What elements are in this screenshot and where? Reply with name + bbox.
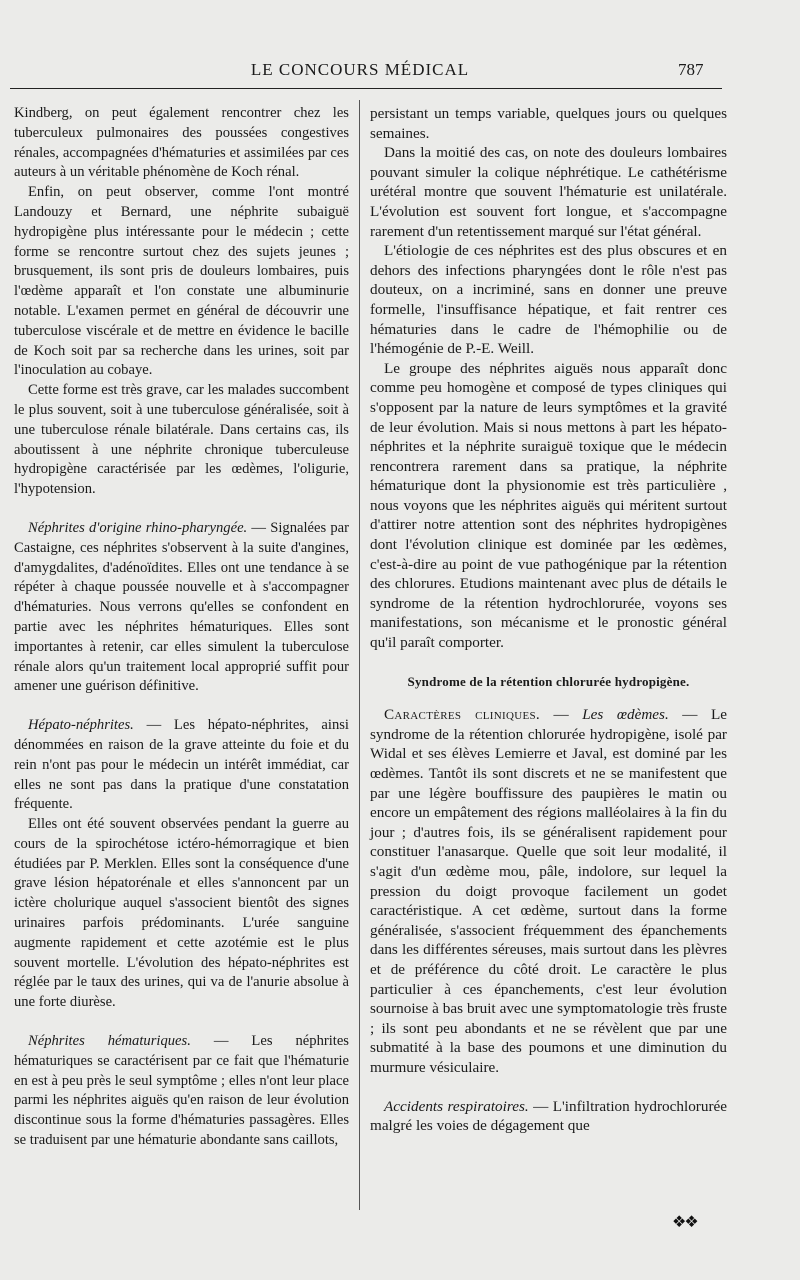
- accidents-respiratoires-text: — L'infiltration hydrochlorurée malgré les voies de dégagement que: [370, 1097, 727, 1135]
- right-paragraph-2: Dans la moitié des cas, on note des douleurs lombaires pouvant simuler la colique néphrétique. Le cathétérisme urétéral montre que souvent l'hématurie est unilatérale. L'évolution est souvent fort longue, et s'accompagne rarement d'un retentissement marqué sur l'état général.: [370, 144, 727, 240]
- hematuriques-paragraph: [14, 1032, 349, 1151]
- page-number: 787: [678, 60, 704, 79]
- left-column: [14, 104, 349, 1151]
- section-title: Syndrome de la rétention chlorurée hydropigène.: [407, 673, 690, 689]
- accidents-respiratoires-heading: Accidents respiratoires.: [384, 1097, 529, 1115]
- left-paragraph-2: Enfin, on peut observer, comme l'ont montré Landouzy et Bernard, une néphrite subaiguë hydropigène plus intéressante pour le médecin ; cette forme se rencontre surtout chez des sujets jeunes ; brusquement, ils sont pris de douleurs lombaires, puis l'œdème apparaît et l'on constate une albuminurie notable. L'examen permet en général de découvrir une tuberculose viscérale et de mettre en évidence le bacille de Koch soit par sa recherche dans les urines, soit par l'inoculation au cobaye.: [14, 184, 349, 379]
- rhino-pharyngee-text: — Signalées par Castaigne, ces néphrites s'observent à la suite d'angines, d'amygdalites, d'adénoïdites. Elles ont une tendance à se répéter à chaque poussée nouvelle et à s'accompagner d'hématuries. Nous verrons qu'elles se confondent en partie avec les néphrites hématuriques. Elles sont importantes à retenir, car elles simulent la tuberculose rénale alors qu'un traitement local approprié suffit pour amener une guérison définitive.: [14, 519, 350, 695]
- hepato-nephrites-heading: Hépato-néphrites.: [28, 717, 134, 734]
- rhino-pharyngee-heading: Néphrites d'origine rhino-pharyngée.: [28, 519, 248, 536]
- rhino-pharyngee-paragraph: [14, 519, 349, 697]
- caracteres-cliniques-heading: Caractères cliniques.: [384, 706, 540, 724]
- right-paragraph-4: Le groupe des néphrites aiguës nous apparaît donc comme peu homogène et composé de types cliniques qui s'opposent par la nature de leurs symptômes et la gravité de leur évolution. Mais si nous mettons à part les hépato-néphrites et la néphrite suraiguë toxique que le médecin rencontrera rarement dans sa pratique, la néphrite hématurique dont la physionomie est très particulière , nous voyons que les néphrites aiguës qui méritent surtout d'attirer notre attention sont des néphrites hydropigènes dont l'évolution clinique est dominée par les œdèmes, c'est-à-dire au point de vue pathogénique par la rétention des chlorures. Etudions maintenant avec plus de détails le syndrome de la rétention hydrochlorurée, voyons ses manifestations, son mécanisme et le pronostic général qu'il paraît comporter.: [370, 359, 727, 652]
- right-paragraph-3: L'étiologie de ces néphrites est des plus obscures et en dehors des infections pharyngées dont le rôle n'est pas douteux, on a incriminé, sans en donner une preuve formelle, l'insuffisance hépatique, et fait rentrer ces hématuries dans le cadre de l'hémophilie ou de l'hémogénie de P.-E. Weill.: [370, 242, 727, 358]
- left-paragraph-3: Cette forme est très grave, car les malades succombent le plus souvent, soit à une tuberculose généralisée, soit à une tuberculose rénale bilatérale. Dans certains cas, ils aboutissent à une néphrite chronique tuberculeuse hydropigène caractérisée par les œdèmes, l'oligurie, l'hypotension.: [14, 382, 349, 498]
- column-divider: [359, 100, 360, 1210]
- oedemes-text: Le syndrome de la rétention chlorurée hydropigène, isolé par Widal et ses élèves Lemierre et Javal, est dominé par les œdèmes. Tantôt ils sont discrets et ne se manifestent que par une légère bouffissure des paupières le matin ou encore un empâtement des régions malléolaires à la fin du jour ; d'autres fois, ils se généralisent rapidement pour constituer l'anasarque. Quelle que soit leur modalité, il s'agit d'un œdème mou, pâle, indolore, sur lequel la pression du doigt provoque facilement un godet caractéristique. A cet œdème, surtout dans la forme généralisée, s'associent fréquemment des épanchements dans les différentes séreuses, mais surtout dans les plèvres et de préférence du côté droit. Le caractère le plus particulier à ces épanchements, c'est leur évolution sournoise à bas bruit avec une symptomatologie très fruste ; ils sont peu abondants et ne se révèlent que par une submatité à la base des poumons et une diminution du murmure vésiculaire.: [370, 706, 728, 1076]
- header-rule: [10, 88, 722, 89]
- left-paragraph-1: Kindberg, on peut également rencontrer chez les tuberculeux pulmonaires des poussées congestives rénales, accompagnées d'hématuries et assimilées par ces auteurs à un véritable phénomène de Koch rénal.: [14, 105, 349, 181]
- oedemes-subheading: Les œdèmes.: [582, 706, 669, 724]
- continuation-ornament-icon: ❖❖: [672, 1212, 697, 1231]
- right-column: [370, 104, 727, 1136]
- journal-title: LE CONCOURS MÉDICAL: [250, 60, 470, 79]
- accidents-respiratoires-paragraph: [370, 1097, 727, 1136]
- right-paragraph-1: persistant un temps variable, quelques jours ou quelques semaines.: [370, 105, 727, 142]
- page-header: [0, 58, 800, 86]
- hepato-nephrites-paragraph: [14, 716, 349, 815]
- caracteres-cliniques-paragraph: Caractères cliniques. — Les œdèmes. — Le syndrome de la rétention chlorurée hydropigène, isolé par Widal et ses élèves Lemierre et Javal, est dominé par les œdèmes. Tantôt ils sont discrets et ne se manifestent que par une légère bouffissure des paupières le matin ou encore un empâtement des régions malléolaires à la fin du jour ; d'autres fois, ils se généralisent rapidement pour constituer l'anasarque. Quelle que soit leur modalité, il s'agit d'un œdème mou, pâle, indolore, sur lequel la pression du doigt provoque facilement un godet caractéristique. A cet œdème, surtout dans la forme généralisée, s'associent fréquemment des épanchements dans les différentes séreuses, mais surtout dans les plèvres et de préférence du côté droit. Le caractère le plus particulier à ces épanchements, c'est leur évolution sournoise à bas bruit avec une symptomatologie très fruste ; ils sont peu abondants et ne se révèlent que par une submatité à la base des poumons et une diminution du murmure vésiculaire.: [370, 706, 728, 1076]
- left-paragraph-6: Elles ont été souvent observées pendant la guerre au cours de la spirochétose ictéro-hémorragique et bien étudiées par P. Merklen. Elles sont la conséquence d'une grave lésion hépatorénale et elles s'annoncent par un ictère cholurique auquel s'associent bientôt des signes urinaires parfois prédominants. L'urée sanguine augmente rapidement et cette azotémie est le plus souvent mortelle. L'évolution des hépato-néphrites est réglée par le taux des urines, qui va de l'anurie absolue à une forte diurèse.: [14, 816, 349, 1011]
- hepato-nephrites-text: — Les hépato-néphrites, ainsi dénommées en raison de la grave atteinte du foie et du rein n'ont pas pour le médecin un intérêt immédiat, car elles ne sont pas dans la pratique d'une constatation fréquente.: [14, 717, 349, 813]
- hematuriques-text: — Les néphrites hématuriques se caractérisent par ce fait que l'hématurie en est à peu près le seul symptôme ; elles n'ont leur place parmi les néphrites aiguës qu'en raison de leur évolution discontinue sous la forme d'hématuries passagères. Elles se traduisent par une hématurie abondante sans caillots,: [14, 1033, 349, 1149]
- hematuriques-heading: Néphrites hématuriques.: [28, 1033, 191, 1050]
